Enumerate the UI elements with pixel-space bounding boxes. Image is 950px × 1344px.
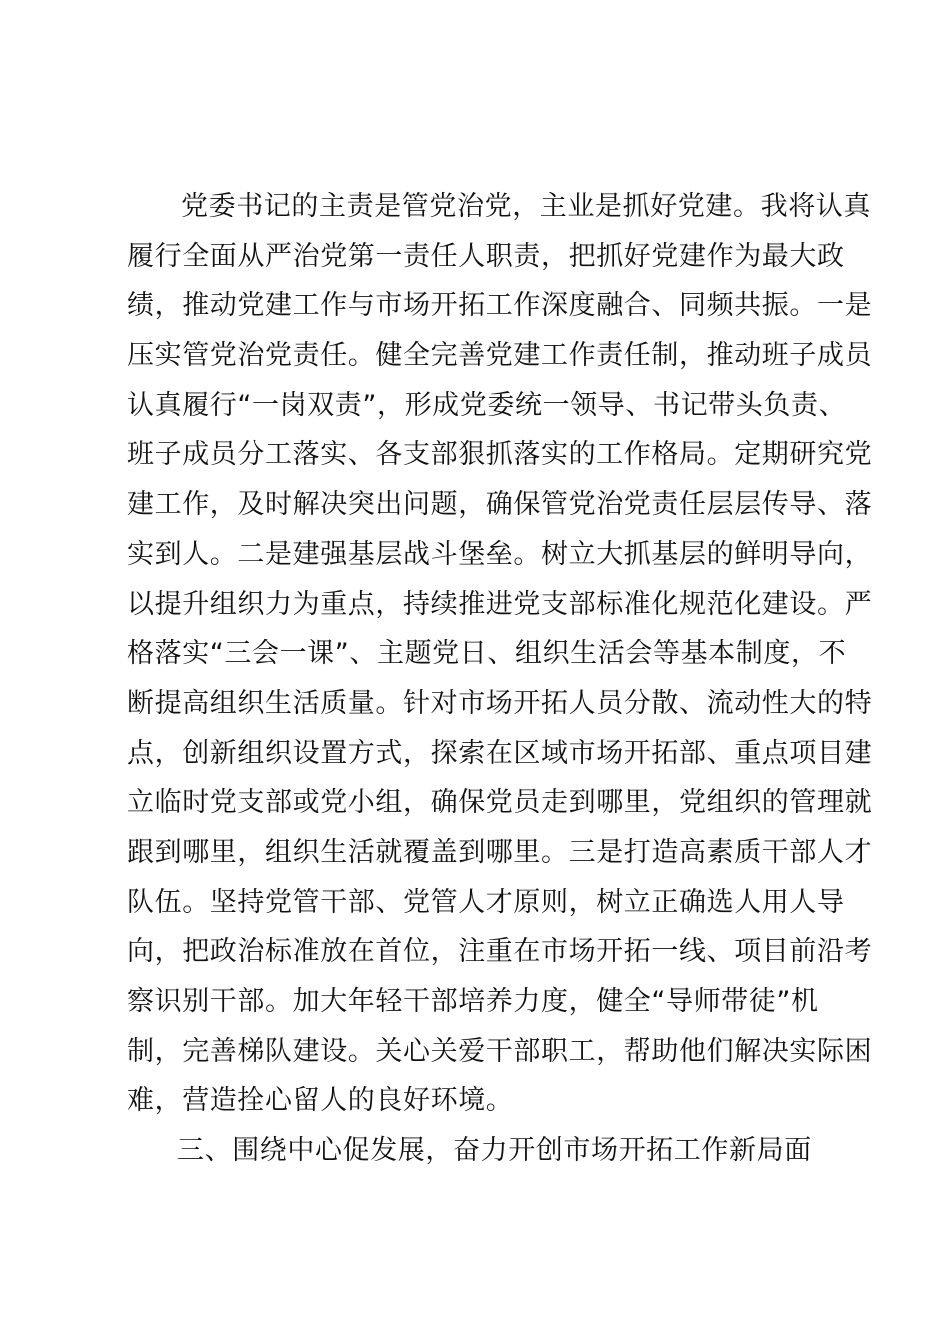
paragraph-line: 认真履行“一岗双责”，形成党委统一领导、书记带头负责、 (127, 389, 847, 421)
paragraph-line: 建工作，及时解决突出问题，确保管党治党责任层层传导、落 (127, 489, 873, 521)
paragraph-line: 制，完善梯队建设。关心关爱干部职工，帮助他们解决实际困 (127, 1035, 873, 1067)
paragraph-line: 断提高组织生活质量。针对市场开拓人员分散、流动性大的特 (127, 687, 873, 719)
paragraph-line: 实到人。二是建强基层战斗堡垒。树立大抓基层的鲜明导向， (127, 538, 873, 570)
paragraph-line: 党委书记的主责是管党治党，主业是抓好党建。我将认真 (181, 191, 871, 222)
paragraph-line: 难，营造拴心留人的良好环境。 (127, 1085, 514, 1117)
body-paragraph (127, 182, 873, 1126)
paragraph-line: 班子成员分工落实、各支部狠抓落实的工作格局。定期研究党 (127, 439, 873, 471)
paragraph-line: 立临时党支部或党小组，确保党员走到哪里，党组织的管理就 (127, 787, 873, 819)
paragraph-line: 点，创新组织设置方式，探索在区域市场开拓部、重点项目建 (127, 737, 873, 769)
paragraph-line: 队伍。坚持党管干部、党管人才原则，树立正确选人用人导 (127, 886, 845, 918)
paragraph-line: 察识别干部。加大年轻干部培养力度，健全“导师带徒”机 (127, 986, 819, 1017)
paragraph-line: 向，把政治标准放在首位，注重在市场开拓一线、项目前沿考 (127, 936, 873, 968)
paragraph-line: 压实管党治党责任。健全完善党建工作责任制，推动班子成员 (127, 340, 873, 372)
paragraph-line: 跟到哪里，组织生活就覆盖到哪里。三是打造高素质干部人才 (127, 836, 873, 868)
paragraph-line: 绩，推动党建工作与市场开拓工作深度融合、同频共振。一是 (127, 290, 873, 322)
section-heading: 三、围绕中心促发展，奋力开创市场开拓工作新局面 (177, 1135, 812, 1166)
paragraph-line: 格落实“三会一课”、主题党日、组织生活会等基本制度，不 (127, 638, 847, 670)
paragraph-line: 以提升组织力为重点，持续推进党支部标准化规范化建设。严 (127, 588, 873, 620)
paragraph-line: 履行全面从严治党第一责任人职责，把抓好党建作为最大政 (127, 240, 845, 272)
